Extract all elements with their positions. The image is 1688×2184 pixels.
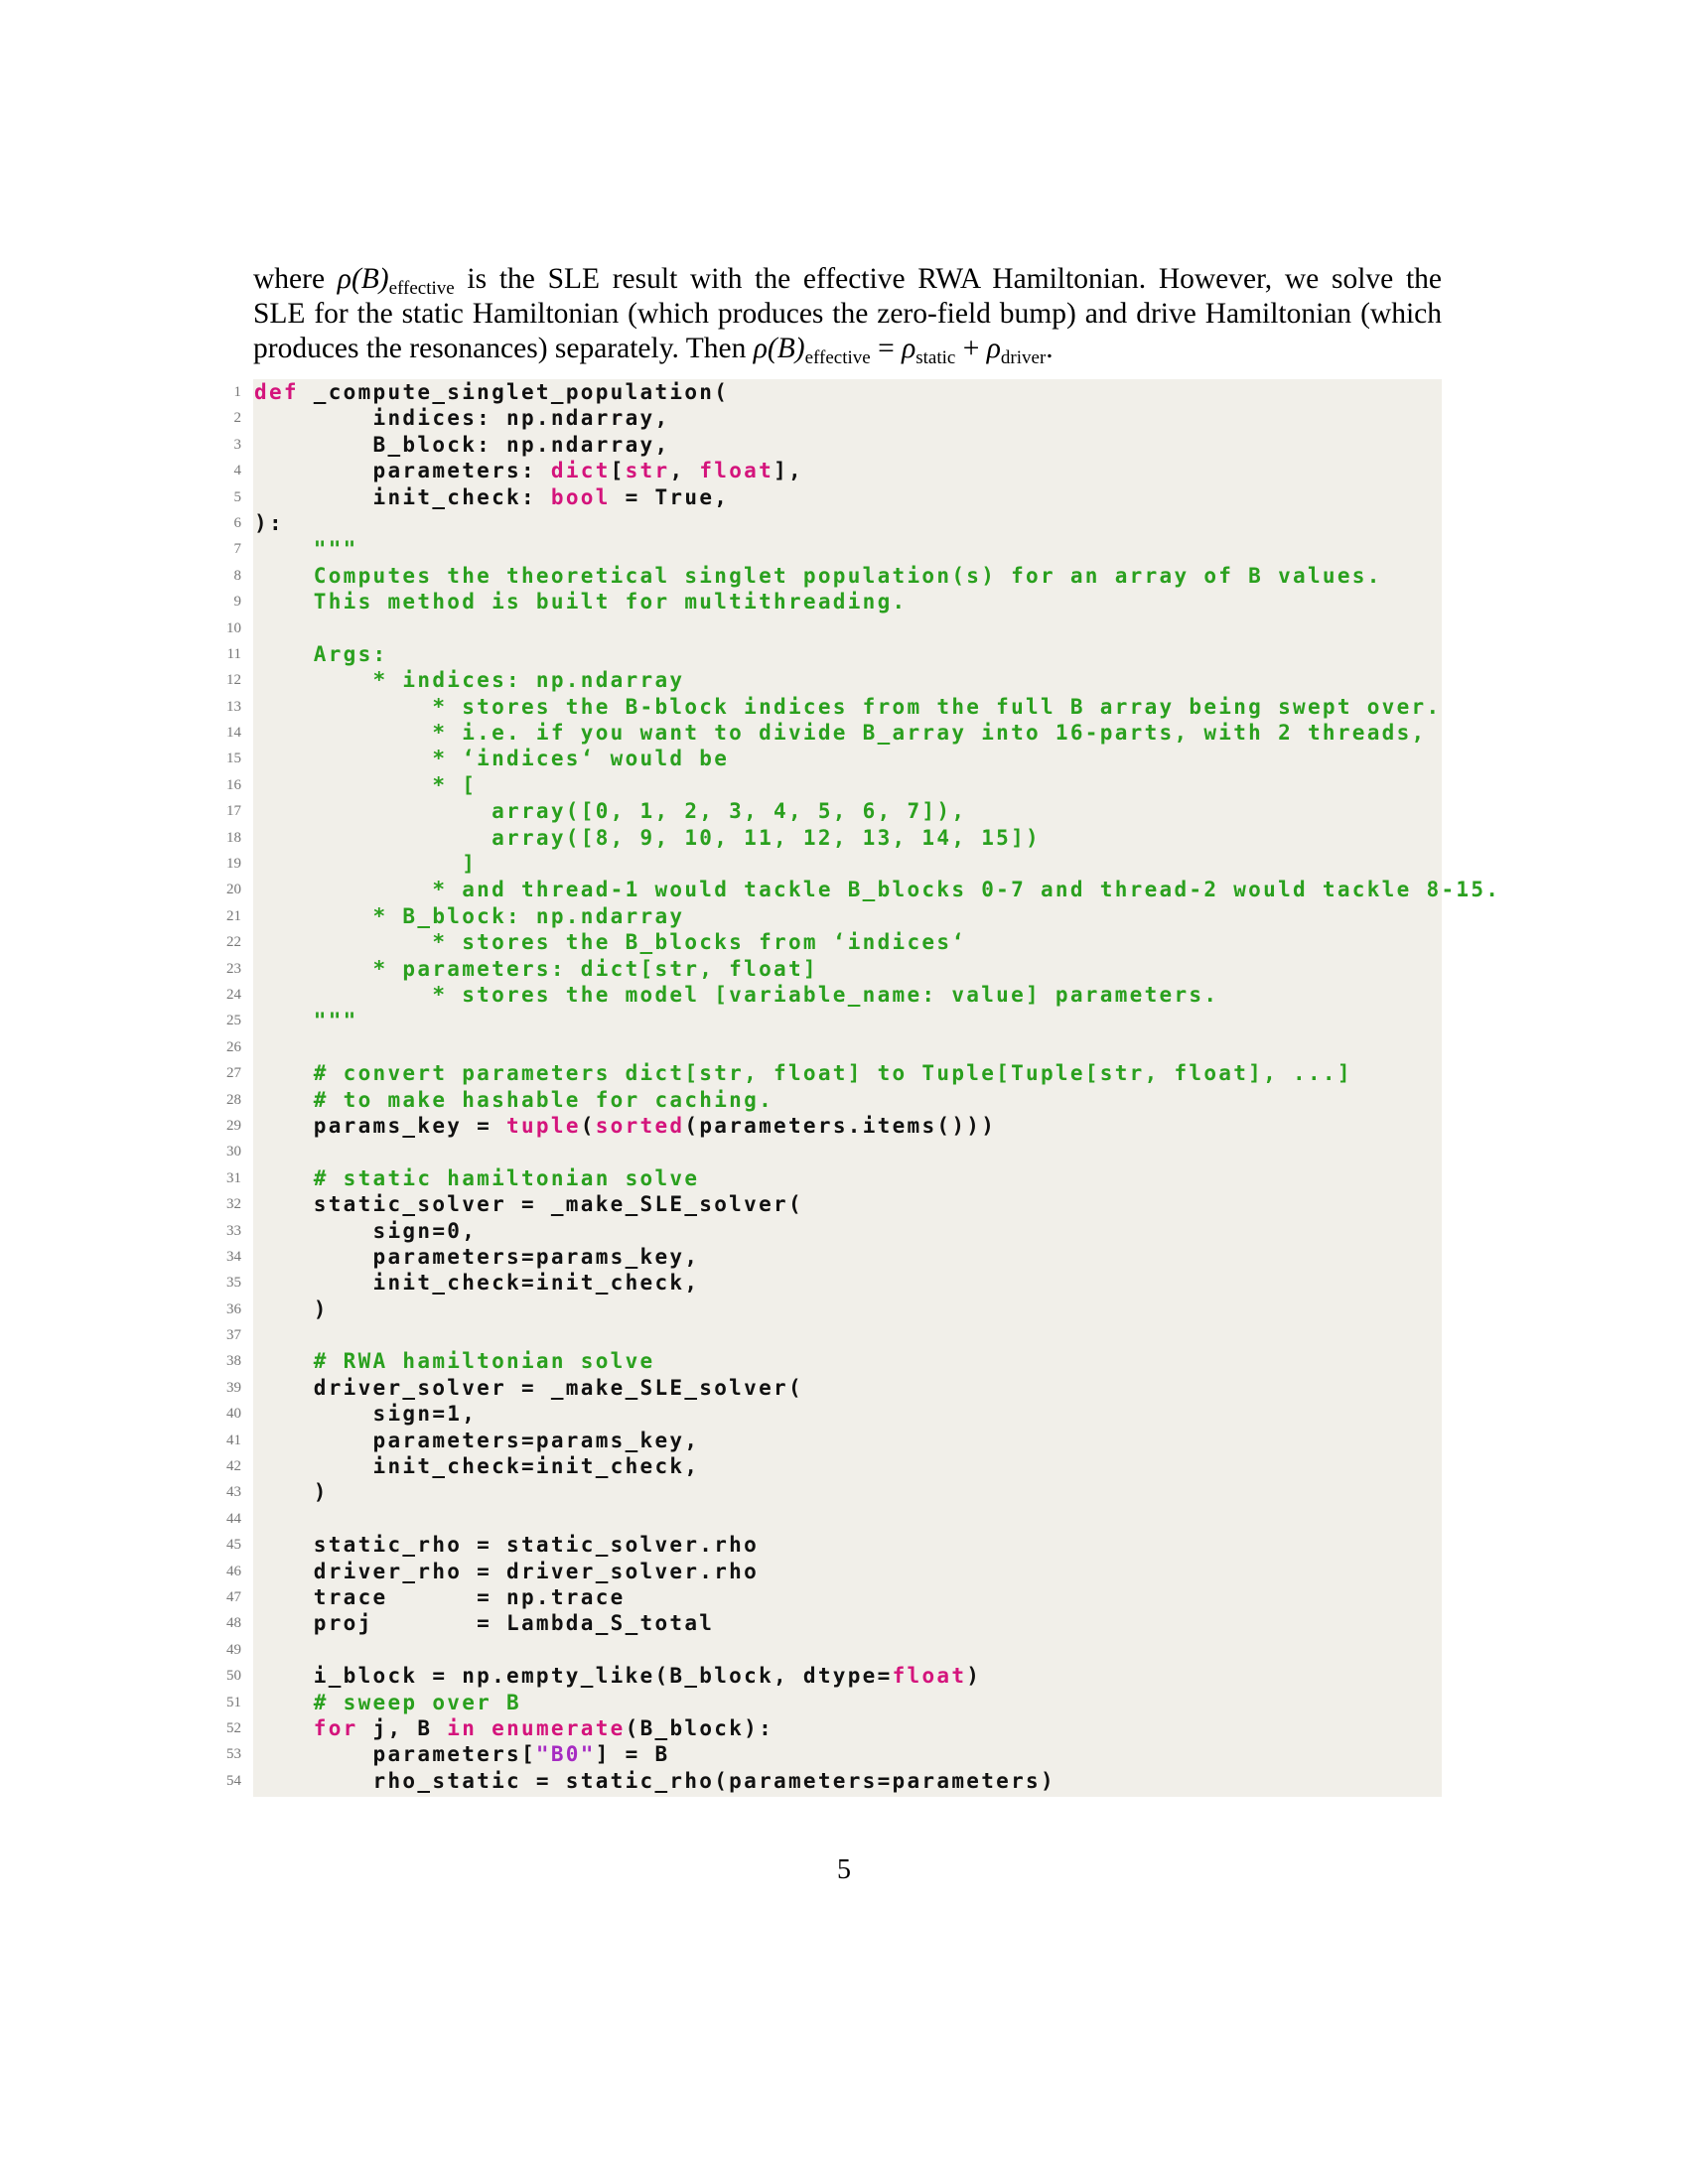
code-line — [0, 1663, 1688, 1689]
code-builtin: str — [625, 459, 670, 483]
code-line — [0, 1453, 1688, 1479]
code-token: (parameters.items())) — [684, 1113, 997, 1138]
intro-paragraph — [253, 262, 1442, 366]
code-token: ) — [254, 1297, 329, 1321]
code-text — [254, 1401, 477, 1427]
code-token: parameters: — [254, 459, 551, 483]
code-line — [0, 1218, 1688, 1244]
rho-symbol: ρ(B) — [337, 263, 389, 295]
code-token — [477, 1716, 492, 1740]
line-number: 49 — [226, 1641, 241, 1658]
line-number: 40 — [226, 1406, 241, 1423]
line-number: 35 — [226, 1275, 241, 1292]
line-number: 23 — [226, 960, 241, 977]
code-token: parameters[ — [254, 1742, 536, 1767]
code-token: static_rho = static_solver.rho — [254, 1533, 760, 1558]
code-line — [0, 1348, 1688, 1374]
line-number: 47 — [226, 1588, 241, 1605]
line-number: 45 — [226, 1537, 241, 1554]
code-text — [254, 1741, 669, 1767]
code-text — [254, 956, 818, 982]
line-number: 52 — [226, 1719, 241, 1736]
code-line — [0, 1741, 1688, 1767]
code-line — [0, 1690, 1688, 1715]
code-token: ] = B — [595, 1742, 670, 1767]
code-comment: array([0, 1, 2, 3, 4, 5, 6, 7]), — [254, 799, 967, 824]
code-text — [254, 458, 803, 483]
code-text — [254, 589, 908, 614]
code-text — [254, 432, 669, 458]
line-number: 15 — [226, 751, 241, 767]
line-number: 28 — [226, 1091, 241, 1108]
code-comment: This method is built for multithreading. — [254, 590, 908, 614]
code-listing — [0, 379, 1688, 1794]
line-number: 48 — [226, 1615, 241, 1632]
code-line — [0, 589, 1688, 614]
code-token: j, B — [357, 1715, 448, 1740]
code-builtin: enumerate — [492, 1715, 626, 1740]
line-number: 50 — [226, 1668, 241, 1685]
line-number: 41 — [226, 1432, 241, 1448]
code-line — [0, 1532, 1688, 1558]
line-number: 29 — [226, 1117, 241, 1134]
code-text — [254, 1610, 714, 1636]
line-number: 12 — [226, 672, 241, 689]
code-comment: * [ — [254, 772, 478, 797]
code-comment: """ — [254, 1009, 358, 1033]
code-line — [0, 1008, 1688, 1033]
code-token: ) — [254, 1480, 329, 1505]
code-text — [254, 1060, 1352, 1086]
code-line — [0, 694, 1688, 720]
code-text — [254, 903, 684, 929]
line-number: 11 — [226, 645, 241, 662]
code-text — [254, 1244, 699, 1270]
line-number: 36 — [226, 1300, 241, 1317]
line-number: 2 — [233, 410, 241, 427]
line-number: 4 — [233, 463, 241, 479]
page-number: 5 — [837, 1854, 851, 1885]
code-line — [0, 1610, 1688, 1636]
code-line — [0, 1715, 1688, 1741]
line-number: 44 — [226, 1510, 241, 1527]
code-comment: * B_block: np.ndarray — [254, 903, 685, 928]
code-token: ], — [774, 459, 803, 483]
code-line — [0, 1244, 1688, 1270]
code-text — [254, 1375, 803, 1401]
code-line — [0, 432, 1688, 458]
code-line — [0, 1637, 1688, 1663]
line-number: 1 — [233, 384, 241, 400]
code-comment: # sweep over B — [254, 1690, 521, 1714]
code-line — [0, 615, 1688, 641]
line-number: 8 — [233, 567, 241, 584]
code-builtin: float — [892, 1664, 967, 1689]
code-comment: * stores the B_blocks from ‘indices‘ — [254, 930, 967, 955]
code-text — [254, 1297, 329, 1322]
line-number: 3 — [233, 436, 241, 453]
code-token: parameters=params_key, — [254, 1244, 700, 1269]
code-text — [254, 484, 729, 510]
code-token: rho_static = static_rho(parameters=parameters) — [254, 1768, 1055, 1793]
code-token: sign=1, — [254, 1402, 478, 1427]
line-number: 37 — [226, 1327, 241, 1344]
code-text — [254, 694, 1441, 720]
code-text — [254, 720, 1427, 746]
code-token: (B_block): — [625, 1715, 774, 1740]
intro-line-2: SLE for the static Hamiltonian (which produces the zero-field bump) and drive Hamiltonian (which — [253, 298, 1442, 330]
code-token: ): — [254, 510, 284, 535]
code-line — [0, 563, 1688, 589]
code-comment: ] — [254, 852, 478, 877]
code-text — [254, 1087, 774, 1113]
code-line — [0, 1060, 1688, 1086]
code-comment: * parameters: dict[str, float] — [254, 956, 818, 981]
code-text — [254, 825, 1041, 851]
line-number: 54 — [226, 1772, 241, 1789]
code-text — [254, 379, 729, 405]
line-number: 39 — [226, 1379, 241, 1396]
code-text — [254, 641, 388, 667]
code-text — [254, 510, 284, 536]
line-number: 30 — [226, 1144, 241, 1160]
line-number: 53 — [226, 1746, 241, 1763]
code-line — [0, 982, 1688, 1008]
code-builtin: sorted — [595, 1113, 685, 1138]
code-line — [0, 379, 1688, 405]
line-number: 17 — [226, 803, 241, 820]
code-comment: Computes the theoretical singlet population(s) for an array of B values. — [254, 563, 1382, 588]
code-keyword: for — [254, 1715, 358, 1740]
code-line — [0, 1322, 1688, 1348]
line-number: 21 — [226, 907, 241, 924]
code-keyword: in — [447, 1715, 478, 1740]
line-number: 31 — [226, 1169, 241, 1186]
code-text — [254, 1690, 521, 1715]
line-number: 24 — [226, 986, 241, 1003]
code-token: B_block: np.ndarray, — [254, 432, 670, 457]
code-line — [0, 1479, 1688, 1505]
code-text — [254, 851, 477, 877]
line-number: 9 — [233, 594, 241, 611]
code-line — [0, 956, 1688, 982]
code-builtin: float — [699, 459, 774, 483]
line-number: 18 — [226, 829, 241, 846]
code-line — [0, 667, 1688, 693]
line-number: 33 — [226, 1222, 241, 1239]
code-text — [254, 1584, 626, 1610]
code-line — [0, 484, 1688, 510]
line-number: 20 — [226, 882, 241, 898]
line-number: 25 — [226, 1013, 241, 1029]
code-text — [254, 536, 358, 562]
line-number: 16 — [226, 776, 241, 793]
code-comment: * i.e. if you want to divide B_array into 16-parts, with 2 threads, — [254, 721, 1427, 746]
code-builtin: bool — [550, 484, 611, 509]
code-text — [254, 929, 966, 955]
code-line — [0, 877, 1688, 902]
code-line — [0, 536, 1688, 562]
code-token: [ — [610, 459, 626, 483]
code-text — [254, 1559, 759, 1584]
code-line — [0, 458, 1688, 483]
line-number: 26 — [226, 1038, 241, 1055]
code-line — [0, 825, 1688, 851]
code-token: driver_rho = driver_solver.rho — [254, 1559, 760, 1583]
line-number: 10 — [226, 619, 241, 636]
code-line — [0, 1559, 1688, 1584]
code-line — [0, 1768, 1688, 1794]
code-text — [254, 1428, 699, 1453]
code-text — [254, 1715, 774, 1741]
code-text — [254, 1532, 759, 1558]
code-text — [254, 746, 729, 771]
line-number: 14 — [226, 725, 241, 742]
code-line — [0, 510, 1688, 536]
code-line — [0, 1297, 1688, 1322]
code-text — [254, 1453, 699, 1479]
code-line — [0, 772, 1688, 798]
code-text — [254, 772, 477, 798]
code-text — [254, 1008, 358, 1033]
code-line — [0, 903, 1688, 929]
code-line — [0, 1428, 1688, 1453]
intro-line-1: where $\rho(B)_{effective}$ is the SLE result with the effective RWA Hamiltonian. However, we solve the — [253, 263, 1442, 299]
code-line — [0, 1191, 1688, 1217]
code-token: static_solver = _make_SLE_solver( — [254, 1192, 803, 1217]
code-text — [254, 1348, 654, 1374]
line-number: 13 — [226, 698, 241, 715]
code-text — [254, 1479, 329, 1505]
code-keyword: def — [254, 380, 299, 404]
code-token: proj = Lambda_S_total — [254, 1611, 715, 1636]
code-text — [254, 1768, 1055, 1794]
line-number: 22 — [226, 934, 241, 951]
code-text — [254, 877, 1500, 902]
code-comment: * and thread-1 would tackle B_blocks 0-7 and thread-2 would tackle 8-15. — [254, 878, 1501, 902]
code-comment: * stores the B-block indices from the full B array being swept over. — [254, 694, 1442, 719]
code-text — [254, 1191, 803, 1217]
intro-line-3: produces the resonances) separately. Then $\rho(B)_{effective} = \rho_{static} + \rho_{driver}$. — [253, 333, 1054, 368]
code-comment: # convert parameters dict[str, float] to Tuple[Tuple[str, float], ...] — [254, 1061, 1352, 1086]
code-token: trace = np.trace — [254, 1584, 626, 1609]
code-text — [254, 1165, 699, 1191]
code-comment: # to make hashable for caching. — [254, 1087, 774, 1112]
code-token: ) — [966, 1664, 982, 1689]
line-number: 7 — [233, 541, 241, 558]
line-number: 27 — [226, 1065, 241, 1082]
code-comment: array([8, 9, 10, 11, 12, 13, 14, 15]) — [254, 825, 1041, 850]
code-string: "B0" — [535, 1742, 596, 1767]
code-line — [0, 720, 1688, 746]
code-token: _compute_singlet_population( — [298, 380, 730, 404]
code-line — [0, 641, 1688, 667]
code-line — [0, 929, 1688, 955]
code-text — [254, 1218, 477, 1244]
code-token: init_check: — [254, 484, 551, 509]
code-line — [0, 1113, 1688, 1139]
code-token: params_key = — [254, 1113, 507, 1138]
code-token: indices: np.ndarray, — [254, 406, 670, 431]
line-number: 51 — [226, 1694, 241, 1710]
code-text — [254, 667, 684, 693]
code-line — [0, 851, 1688, 877]
code-token: i_block = np.empty_like(B_block, dtype= — [254, 1664, 893, 1689]
code-comment: # RWA hamiltonian solve — [254, 1349, 655, 1374]
line-number: 43 — [226, 1484, 241, 1501]
code-token: sign=0, — [254, 1218, 478, 1243]
code-line — [0, 1139, 1688, 1164]
code-line — [0, 746, 1688, 771]
code-comment: * stores the model [variable_name: value] parameters. — [254, 982, 1219, 1007]
code-comment: # static hamiltonian solve — [254, 1165, 700, 1190]
code-text — [254, 1663, 981, 1689]
code-comment: * indices: np.ndarray — [254, 668, 685, 693]
code-token: ( — [580, 1113, 596, 1138]
code-line — [0, 1584, 1688, 1610]
line-number: 34 — [226, 1248, 241, 1265]
line-number: 38 — [226, 1353, 241, 1370]
code-line — [0, 1506, 1688, 1532]
code-builtin: tuple — [506, 1113, 581, 1138]
code-builtin: dict — [550, 459, 611, 483]
code-token: parameters=params_key, — [254, 1428, 700, 1452]
line-number: 19 — [226, 856, 241, 873]
code-text — [254, 798, 966, 824]
code-token: , — [669, 459, 700, 483]
code-text — [254, 1270, 699, 1296]
line-number: 42 — [226, 1458, 241, 1475]
code-text — [254, 1113, 996, 1139]
code-text — [254, 563, 1382, 589]
code-line — [0, 1375, 1688, 1401]
line-number: 5 — [233, 488, 241, 505]
code-comment: Args: — [254, 641, 388, 666]
code-token: = True, — [610, 484, 730, 509]
rho-symbol: ρ(B) — [753, 333, 805, 364]
code-line — [0, 405, 1688, 431]
code-line — [0, 1270, 1688, 1296]
code-text — [254, 982, 1218, 1008]
line-number: 46 — [226, 1563, 241, 1579]
code-line — [0, 1165, 1688, 1191]
code-line — [0, 1401, 1688, 1427]
line-number: 32 — [226, 1196, 241, 1213]
code-comment: * ‘indices‘ would be — [254, 747, 730, 771]
code-comment: """ — [254, 537, 358, 562]
code-text — [254, 405, 669, 431]
code-line — [0, 1034, 1688, 1060]
line-number: 6 — [233, 514, 241, 531]
code-token: driver_solver = _make_SLE_solver( — [254, 1375, 803, 1400]
code-token: init_check=init_check, — [254, 1271, 700, 1296]
code-line — [0, 1087, 1688, 1113]
code-token: init_check=init_check, — [254, 1454, 700, 1479]
code-line — [0, 798, 1688, 824]
